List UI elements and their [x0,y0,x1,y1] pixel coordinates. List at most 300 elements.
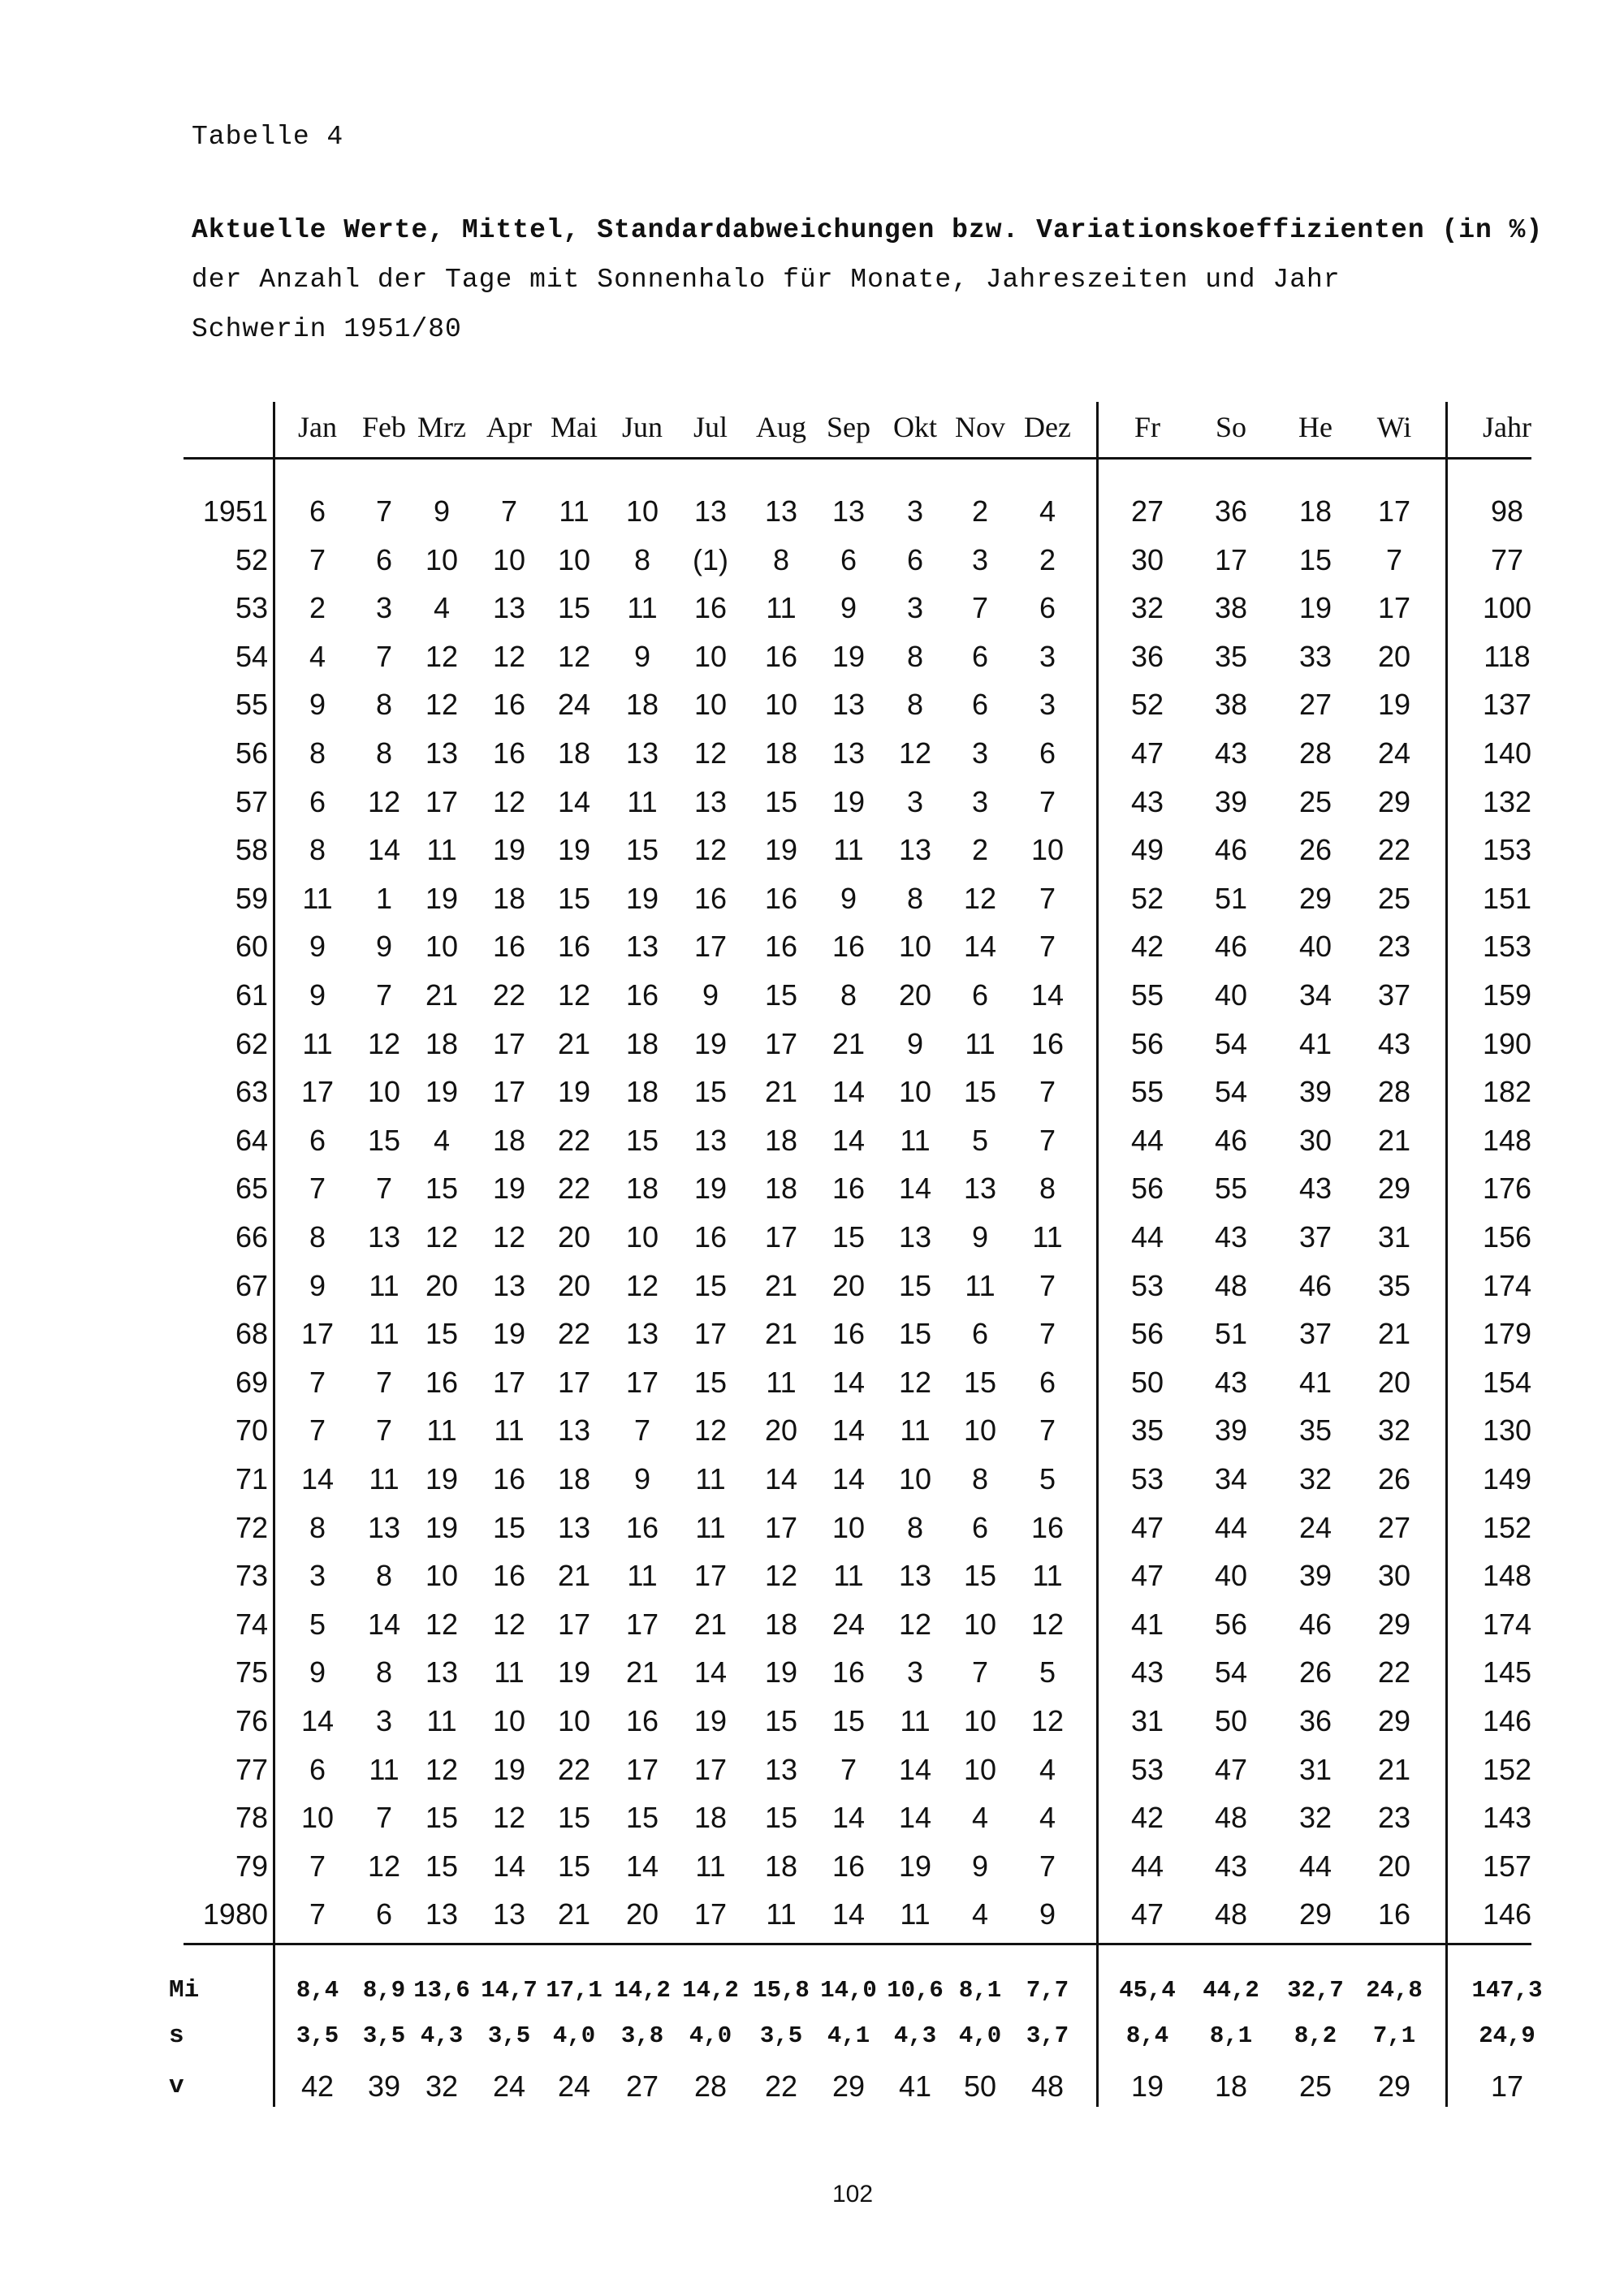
table-cell: 32 [1298,1462,1332,1495]
table-cell: 8 [375,736,393,770]
year-label: 78 [235,1801,268,1835]
stat-cell: 25 [1298,2069,1332,2103]
table-cell: 43 [1298,1172,1332,1206]
table-cell: 46 [1214,833,1248,867]
table-cell: 17 [1377,591,1411,625]
column-header: Jan [298,411,337,443]
table-cell: 12 [492,1220,526,1254]
table-cell: 16 [425,1365,459,1399]
table-cell: 1 [375,881,393,915]
table-cell: 7 [375,639,393,673]
table-cell: 15 [764,784,798,818]
table-cell: 8 [375,1655,393,1690]
table-cell: 21 [625,1655,659,1690]
table-cell: 22 [1377,1655,1411,1690]
table-cell: 11 [965,1268,996,1302]
table-cell: 35 [1214,639,1248,673]
table-cell: 18 [1298,494,1332,528]
table-cell: 51 [1214,881,1248,915]
column-header: So [1215,411,1247,443]
table-cell: 56 [1130,1317,1164,1351]
table-cell: 14 [300,1704,335,1737]
table-cell: 19 [557,833,591,867]
table-cell: 11 [494,1413,525,1448]
table-cell: 6 [971,688,989,722]
table-cell: 11 [695,1849,726,1883]
stat-cell: 8,9 [362,1977,406,2004]
stat-cell: 13,6 [413,1977,470,2004]
stat-cell: 4,0 [552,2022,596,2049]
table-cell: 7 [1039,1317,1056,1351]
table-cell: 12 [367,1849,401,1883]
year-label: 62 [235,1026,268,1060]
column-header: Jahr [1483,411,1531,443]
stat-cell: 50 [963,2069,997,2103]
table-cell: 48 [1214,1897,1248,1931]
table-cell: 27 [1377,1510,1411,1544]
table-cell: 11 [833,833,864,867]
table-cell: 35 [1130,1413,1164,1448]
table-cell: 7 [500,494,518,528]
table-cell: 56 [1214,1607,1248,1641]
table-cell: 7 [1039,881,1056,915]
table-cell: 15 [557,881,591,915]
year-label: 73 [235,1559,268,1593]
stat-cell: 3,7 [1026,2022,1069,2049]
table-cell: 12 [557,978,591,1012]
year-label: 57 [235,784,268,818]
table-cell: 98 [1490,494,1524,528]
stat-cell: 15,8 [753,1977,810,2004]
table-cell: 3 [971,736,989,770]
table-cell: 24 [1377,736,1411,770]
table-cell: 4 [433,591,451,625]
table-cell: 156 [1482,1220,1532,1254]
table-cell: 26 [1298,833,1332,867]
table-cell: 36 [1298,1704,1332,1737]
table-cell: 3 [906,1655,924,1690]
table-cell: 10 [492,1704,526,1737]
year-label: 79 [235,1849,268,1883]
table-cell: 21 [557,1897,591,1931]
table-cell: 15 [625,1123,659,1157]
table-cell: 17 [492,1026,526,1060]
table-cell: 30 [1298,1123,1332,1157]
column-header: Mrz [417,411,466,443]
table-cell: 39 [1214,1413,1248,1448]
table-cell: 30 [1377,1559,1411,1593]
table-cell: 19 [557,1075,591,1109]
table-cell: 33 [1298,639,1332,673]
table-cell: 3 [309,1559,326,1593]
table-cell: 179 [1482,1317,1532,1351]
table-cell: 12 [898,1365,932,1399]
table-label: Tabelle 4 [192,122,344,152]
column-header: Mai [551,411,598,443]
table-cell: 10 [1030,833,1065,867]
table-cell: 12 [367,784,401,818]
table-cell: 18 [557,736,591,770]
table-cell: 20 [557,1268,591,1302]
table-cell: 20 [831,1268,866,1302]
table-cell: 176 [1482,1172,1532,1206]
table-cell: 14 [492,1849,526,1883]
table-cell: 14 [367,833,401,867]
table-cell: 31 [1377,1220,1411,1254]
table-cell: 152 [1482,1510,1532,1544]
table-cell: 41 [1298,1365,1332,1399]
table-cell: 11 [426,1704,457,1737]
table-cell: 23 [1377,930,1411,964]
table-cell: 54 [1214,1026,1248,1060]
table-cell: 15 [831,1220,866,1254]
table-cell: 15 [425,1801,459,1835]
table-cell: 9 [971,1849,989,1883]
table-cell: 10 [425,542,459,576]
stat-cell: 4,0 [689,2022,732,2049]
table-cell: 46 [1214,930,1248,964]
column-header: He [1298,411,1332,443]
stat-cell: 42 [300,2069,335,2103]
table-cell: 25 [1298,784,1332,818]
table-cell: 15 [557,1849,591,1883]
table-cell: 5 [309,1607,326,1641]
table-cell: 7 [375,1365,393,1399]
table-cell: 15 [557,591,591,625]
table-cell: 3 [906,591,924,625]
table-cell: 16 [764,930,798,964]
stat-cell: 3,5 [362,2022,406,2049]
table-cell: 52 [1130,881,1164,915]
table-cell: 7 [309,542,326,576]
table-cell: 22 [1377,833,1411,867]
table-cell: 16 [625,978,659,1012]
year-label: 54 [235,639,268,673]
table-cell: 13 [764,1752,798,1786]
stat-cell: 19 [1130,2069,1164,2103]
column-header: Aug [756,411,806,443]
table-cell: 11 [900,1413,931,1448]
table-cell: 174 [1482,1607,1532,1641]
stat-cell: 7,7 [1026,1977,1069,2004]
table-cell: 14 [625,1849,659,1883]
stat-cell: 32 [425,2069,459,2103]
table-cell: 19 [693,1172,728,1206]
table-cell: 11 [695,1462,726,1495]
table-cell: 17 [557,1607,591,1641]
year-label: 72 [235,1510,268,1544]
stat-cell: 24 [557,2069,591,2103]
table-cell: 18 [492,1123,526,1157]
table-cell: 18 [764,736,798,770]
table-cell: 17 [764,1510,798,1544]
table-cell: 18 [557,1462,591,1495]
table-cell: 21 [557,1559,591,1593]
stat-cell: 147,3 [1471,1977,1543,2004]
table-cell: 19 [831,639,866,673]
table-cell: 11 [900,1704,931,1737]
table-cell: 16 [625,1704,659,1737]
table-cell: 15 [425,1317,459,1351]
table-cell: 16 [831,930,866,964]
table-cell: 10 [425,930,459,964]
table-cell: 7 [1039,1123,1056,1157]
table-cell: 27 [1298,688,1332,722]
table-cell: 7 [375,1172,393,1206]
table-cell: 11 [302,1026,333,1060]
year-label: 55 [235,688,268,722]
table-cell: 6 [1039,591,1056,625]
year-label: 64 [235,1123,268,1157]
column-header: Dez [1024,411,1071,443]
table-cell: 13 [693,1123,728,1157]
table-cell: 32 [1377,1413,1411,1448]
table-cell: 42 [1130,930,1164,964]
table-cell: 9 [309,978,326,1012]
table-cell: 7 [1039,930,1056,964]
table-cell: 11 [766,1365,797,1399]
table-cell: 19 [425,881,459,915]
table-cell: 10 [300,1801,335,1835]
table-cell: 13 [898,1220,932,1254]
column-header: Jun [621,411,663,443]
table-cell: 8 [375,1559,393,1593]
table-cell: 18 [764,1849,798,1883]
table-cell: 13 [367,1220,401,1254]
table-cell: 16 [693,881,728,915]
table-cell: 11 [426,833,457,867]
table-cell: 16 [831,1849,866,1883]
table-cell: 9 [433,494,451,528]
table-cell: 15 [693,1365,728,1399]
table-cell: 40 [1214,978,1248,1012]
table-cell: 11 [1032,1220,1063,1254]
table-cell: 15 [963,1365,997,1399]
table-cell: 12 [425,1607,459,1641]
year-label: 75 [235,1655,268,1690]
table-cell: 17 [300,1317,335,1351]
table-cell: 24 [557,688,591,722]
table-cell: 43 [1377,1026,1411,1060]
year-label: 76 [235,1704,268,1737]
table-cell: 12 [557,639,591,673]
table-cell: 15 [425,1849,459,1883]
table-cell: 8 [906,1510,924,1544]
table-cell: 18 [764,1607,798,1641]
table-cell: 2 [1039,542,1056,576]
table-cell: 44 [1130,1220,1164,1254]
stat-cell: 24 [492,2069,526,2103]
table-cell: 21 [693,1607,728,1641]
table-cell: 19 [425,1075,459,1109]
table-cell: 14 [831,1801,866,1835]
table-cell: 50 [1130,1365,1164,1399]
table-cell: 19 [492,1317,526,1351]
year-label: 1951 [202,494,268,528]
table-cell: 38 [1214,688,1248,722]
table-cell: 12 [898,1607,932,1641]
table-cell: 130 [1482,1413,1532,1448]
stat-cell: 22 [764,2069,798,2103]
table-cell: 2 [309,591,326,625]
table-cell: 14 [898,1752,932,1786]
table-cell: 53 [1130,1462,1164,1495]
year-label: 58 [235,833,268,867]
table-cell: 14 [831,1365,866,1399]
table-cell: 13 [625,736,659,770]
table-cell: 20 [625,1897,659,1931]
table-cell: 41 [1298,1026,1332,1060]
stat-cell: 8,4 [1125,2022,1169,2049]
table-cell: 11 [627,1559,658,1593]
table-cell: 7 [375,1801,393,1835]
table-cell: 8 [633,542,651,576]
table-cell: 12 [625,1268,659,1302]
table-cell: 174 [1482,1268,1532,1302]
table-cell: 19 [764,833,798,867]
table-cell: 21 [1377,1317,1411,1351]
table-cell: 154 [1482,1365,1532,1399]
table-cell: 9 [840,881,857,915]
table-cell: 7 [971,1655,989,1690]
year-label: 63 [235,1075,268,1109]
table-cell: 145 [1482,1655,1532,1690]
table-cell: 15 [693,1268,728,1302]
table-cell: 11 [369,1268,400,1302]
stats-rule [184,1943,1531,1945]
table-cell: 17 [693,1897,728,1931]
table-cell: 7 [1385,542,1403,576]
table-cell: 18 [625,1172,659,1206]
table-cell: 43 [1130,784,1164,818]
table-cell: 4 [433,1123,451,1157]
table-cell: 3 [375,591,393,625]
table-cell: 15 [425,1172,459,1206]
stat-cell: 14,0 [820,1977,877,2004]
table-cell: 11 [627,591,658,625]
table-cell: 12 [492,1607,526,1641]
stat-cell: 28 [693,2069,728,2103]
table-cell: 18 [625,688,659,722]
table-cell: 14 [764,1462,798,1495]
table-cell: 3 [1039,639,1056,673]
table-cell: 43 [1214,1220,1248,1254]
table-cell: 6 [375,542,393,576]
table-cell: 8 [971,1462,989,1495]
table-cell: 9 [375,930,393,964]
table-cell: 17 [625,1365,659,1399]
table-cell: 17 [425,784,459,818]
table-cell: 7 [1039,784,1056,818]
table-cell: 17 [764,1026,798,1060]
table-cell: 11 [1032,1559,1063,1593]
column-header: Jul [693,411,728,443]
table-cell: 44 [1130,1123,1164,1157]
stat-label: s [169,2022,184,2050]
table-cell: 15 [625,1801,659,1835]
table-cell: 17 [492,1075,526,1109]
table-cell: 26 [1298,1655,1332,1690]
table-cell: 19 [693,1704,728,1737]
table-cell: 55 [1130,1075,1164,1109]
table-cell: 16 [557,930,591,964]
table-cell: 18 [764,1172,798,1206]
table-cell: 16 [831,1655,866,1690]
table-cell: 50 [1214,1704,1248,1737]
table-cell: 8 [375,688,393,722]
stat-cell: 7,1 [1372,2022,1416,2049]
year-label: 67 [235,1268,268,1302]
table-cell: 7 [971,591,989,625]
table-cell: 15 [831,1704,866,1737]
stat-cell: 3,8 [620,2022,664,2049]
table-cell: 29 [1377,784,1411,818]
table-cell: 29 [1377,1607,1411,1641]
table-cell: 9 [702,978,719,1012]
table-cell: 8 [309,1220,326,1254]
column-header: Okt [893,411,937,443]
table-cell: 15 [625,833,659,867]
table-cell: 3 [906,494,924,528]
table-cell: 13 [625,930,659,964]
table-cell: 35 [1298,1413,1332,1448]
table-cell: 3 [375,1704,393,1737]
table-cell: 56 [1130,1026,1164,1060]
table-cell: 34 [1214,1462,1248,1495]
table-cell: 7 [309,1849,326,1883]
table-cell: 47 [1214,1752,1248,1786]
stat-label: v [169,2072,184,2100]
table-cell: 42 [1130,1801,1164,1835]
table-cell: 13 [425,1655,459,1690]
table-cell: 10 [693,639,728,673]
table-cell: 54 [1214,1655,1248,1690]
table-cell: 16 [693,591,728,625]
stat-cell: 3,5 [759,2022,803,2049]
table-cell: 7 [375,978,393,1012]
table-cell: 23 [1377,1801,1411,1835]
table-cell: 146 [1482,1704,1532,1737]
table-cell: 10 [963,1413,997,1448]
year-label: 68 [235,1317,268,1351]
table-cell: 15 [492,1510,526,1544]
column-header: Feb [362,411,406,443]
table-cell: 15 [764,1704,798,1737]
table-cell: 159 [1482,978,1532,1012]
table-cell: 3 [971,542,989,576]
table-cell: 11 [766,1897,797,1931]
table-cell: 13 [831,736,866,770]
stat-cell: 48 [1030,2069,1065,2103]
table-cell: 8 [906,688,924,722]
page-number: 102 [831,2181,874,2208]
table-cell: 13 [425,1897,459,1931]
stat-cell: 41 [898,2069,932,2103]
table-cell: 16 [492,736,526,770]
table-cell: 39 [1298,1075,1332,1109]
table-cell: 11 [627,784,658,818]
table-cell: 9 [309,688,326,722]
column-header: Sep [827,411,870,443]
table-cell: 21 [831,1026,866,1060]
table-cell: 10 [625,1220,659,1254]
table-cell: 4 [971,1897,989,1931]
column-header: Apr [486,411,532,443]
table-cell: 10 [425,1559,459,1593]
table-cell: 100 [1482,591,1532,625]
table-cell: 77 [1490,542,1524,576]
table-cell: 36 [1214,494,1248,528]
